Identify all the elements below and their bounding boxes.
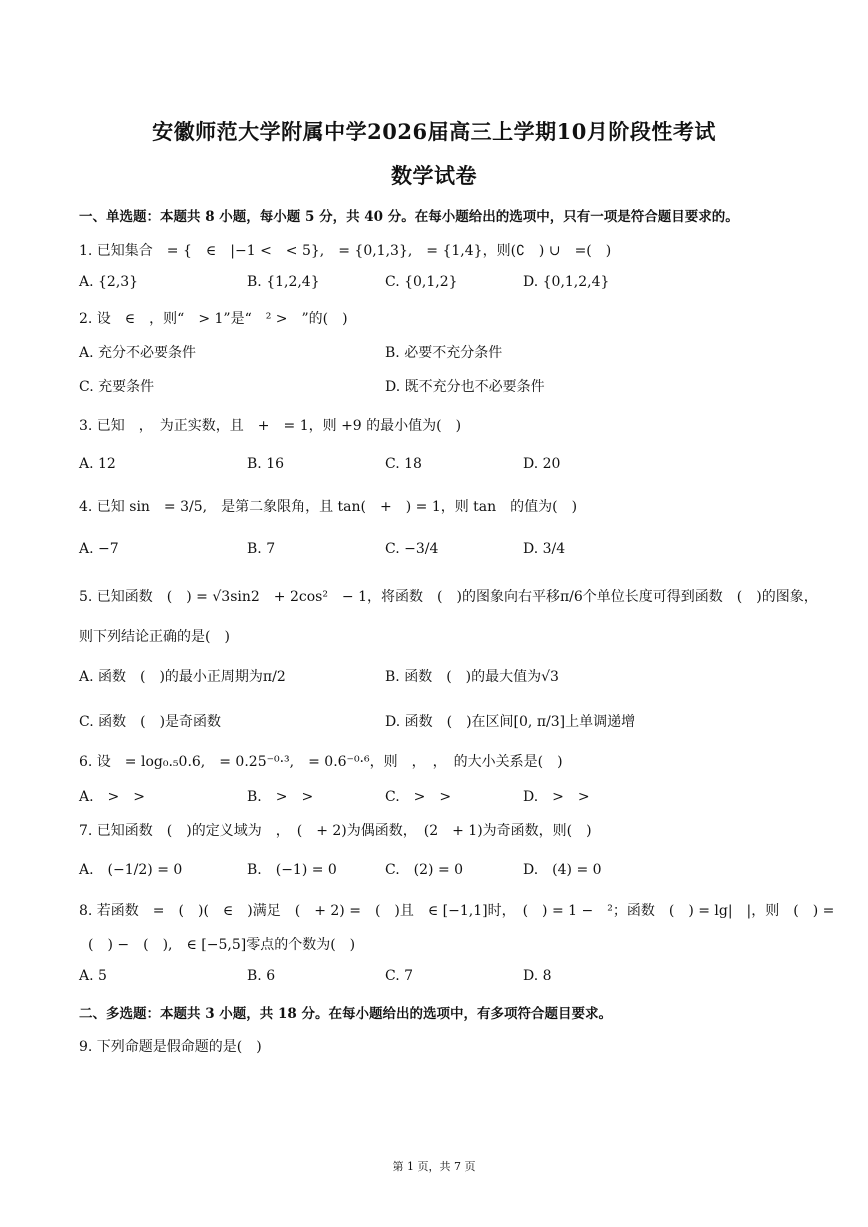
question-6-option-a: A. > > bbox=[79, 789, 146, 805]
question-7-option-d: D. (4) = 0 bbox=[523, 862, 602, 878]
question-5-option-d: D. 函数 ( )在区间[0, π/3]上单调递增 bbox=[385, 714, 636, 730]
question-6-option-c: C. > > bbox=[385, 789, 452, 805]
question-7-stem: 7. 已知函数 ( )的定义域为 ， ( + 2)为偶函数， (2 + 1)为奇函数，则( ) bbox=[79, 823, 592, 839]
question-4-option-d: D. 3/4 bbox=[523, 541, 566, 557]
question-2-option-b: B. 必要不充分条件 bbox=[385, 345, 503, 361]
question-8-option-d: D. 8 bbox=[523, 968, 552, 984]
question-9-stem: 9. 下列命题是假命题的是( ) bbox=[79, 1039, 262, 1055]
section-1-heading: 一、单选题：本题共 8 小题，每小题 5 分，共 40 分。在每小题给出的选项中，只有一项是符合题目要求的。 bbox=[79, 209, 739, 225]
question-8-option-a: A. 5 bbox=[79, 968, 107, 984]
question-3-option-a: A. 12 bbox=[79, 456, 116, 472]
question-3-stem: 3. 已知 ， 为正实数，且 + = 1，则 +9 的最小值为( ) bbox=[79, 418, 462, 434]
exam-title: 安徽师范大学附属中学2026届高三上学期10月阶段性考试 bbox=[152, 119, 716, 144]
question-3-option-c: C. 18 bbox=[385, 456, 422, 472]
question-2-option-d: D. 既不充分也不必要条件 bbox=[385, 379, 545, 395]
question-5-option-c: C. 函数 ( )是奇函数 bbox=[79, 714, 222, 730]
question-8-option-c: C. 7 bbox=[385, 968, 414, 984]
question-6-stem: 6. 设 = log₀.₅0.6, = 0.25⁻⁰·³, = 0.6⁻⁰·⁶，则 ， ， 的大小关系是( ) bbox=[79, 754, 563, 770]
question-7-option-c: C. (2) = 0 bbox=[385, 862, 464, 878]
question-8-stem: 8. 若函数 = ( )( ∈ )满足 ( + 2) = ( )且 ∈ [−1,1]时， ( ) = 1 − ²；函数 ( ) = lg| |，则 ( ) = bbox=[79, 903, 835, 919]
question-4-stem: 4. 已知 sin = 3/5, 是第二象限角，且 tan( + ) = 1，则 tan 的值为( ) bbox=[79, 499, 578, 515]
question-1-option-c: C. {0,1,2} bbox=[385, 274, 458, 290]
exam-subtitle: 数学试卷 bbox=[391, 163, 477, 188]
question-1-option-d: D. {0,1,2,4} bbox=[523, 274, 610, 290]
question-5-stem: 5. 已知函数 ( ) = √3sin2 + 2cos² − 1，将函数 ( )的图象向右平移π/6个单位长度可得到函数 ( )的图象， bbox=[79, 589, 818, 605]
question-7-option-a: A. (−1/2) = 0 bbox=[79, 862, 183, 878]
question-7-option-b: B. (−1) = 0 bbox=[247, 862, 337, 878]
question-8-option-b: B. 6 bbox=[247, 968, 276, 984]
question-2-stem: 2. 设 ∈ ，则“ > 1”是“ ² > ”的( ) bbox=[79, 311, 348, 327]
question-2-option-a: A. 充分不必要条件 bbox=[79, 345, 197, 361]
question-4-option-c: C. −3/4 bbox=[385, 541, 439, 557]
question-1-option-a: A. {2,3} bbox=[79, 274, 139, 290]
question-1-option-b: B. {1,2,4} bbox=[247, 274, 320, 290]
question-4-option-a: A. −7 bbox=[79, 541, 119, 557]
question-3-option-b: B. 16 bbox=[247, 456, 285, 472]
question-5-stem-continued: 则下列结论正确的是( ) bbox=[79, 629, 230, 645]
question-1-stem: 1. 已知集合 = { ∈ |−1 < < 5}, = {0,1,3}, = {1,4}，则(∁ ) ∪ =( ) bbox=[79, 243, 612, 259]
page-footer: 第 1 页，共 7 页 bbox=[392, 1160, 476, 1173]
question-2-option-c: C. 充要条件 bbox=[79, 379, 155, 395]
question-5-option-a: A. 函数 ( )的最小正周期为π/2 bbox=[79, 669, 286, 685]
question-4-option-b: B. 7 bbox=[247, 541, 276, 557]
section-2-heading: 二、多选题：本题共 3 小题，共 18 分。在每小题给出的选项中，有多项符合题目要求。 bbox=[79, 1006, 612, 1022]
question-3-option-d: D. 20 bbox=[523, 456, 561, 472]
question-6-option-b: B. > > bbox=[247, 789, 314, 805]
question-6-option-d: D. > > bbox=[523, 789, 590, 805]
question-5-option-b: B. 函数 ( )的最大值为√3 bbox=[385, 669, 559, 685]
question-8-stem-continued: ( ) − ( ), ∈ [−5,5]零点的个数为( ) bbox=[88, 937, 356, 953]
